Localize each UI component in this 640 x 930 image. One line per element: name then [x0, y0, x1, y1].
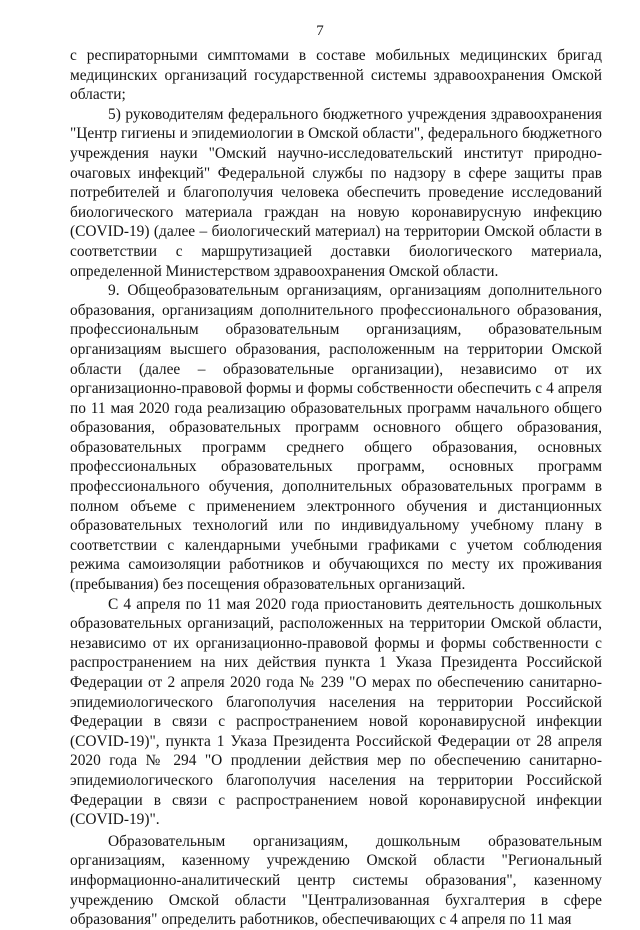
paragraph-continuation: с респираторными симптомами в составе мобильных медицинских бригад медицинских организаций государственной системы здравоохранения Омской области; — [70, 47, 602, 104]
paragraph-staff-assignment: Образовательным организациям, дошкольным образовательным организациям, казенному учреждению Омской области "Региональный информационно-аналитический центр системы образования", казенному учреждению Омской области "Централизованная бухгалтерия в сфере образования" определить работников, обеспечивающих с 4 апреля по 11 мая — [70, 832, 602, 929]
page-number: 7 — [316, 23, 324, 39]
paragraph-item-5: 5) руководителям федерального бюджетного учреждения здравоохранения "Центр гигиены и эпидемиологии в Омской области", федерального бюджетного учреждения науки "Омский научно-исследовательский институт природно-очаговых инфекций" Федеральной службы по надзору в сфере защиты прав потребителей и благополучия человека обеспечить проведение исследований биологического материала граждан на новую коронавирусную инфекцию (COVID-19) (далее – биологический материал) на территории Омской области в соответствии с маршрутизацией доставки биологического материала, определенной Министерством здравоохранения Омской области. — [70, 105, 602, 280]
paragraph-point-9: 9. Общеобразовательным организациям, организациям дополнительного образования, организациям дополнительного профессионального образования, профессиональным образовательным организациям, образовательным организациям высшего образования, расположенным на территории Омской области (далее – образовательные организации), независимо от их организационно-правовой формы и формы собственности обеспечить с 4 апреля по 11 мая 2020 года реализацию образовательных программ начального общего образования, образовательных программ основного общего образования, образовательных программ среднего общего образования, основных профессиональных образовательных программ, основных программ профессионального обучения, дополнительных образовательных программ в полном объеме с применением электронного обучения и дистанционных образовательных технологий или по индивидуальному учебному плану в соответствии с календарными учебными графиками с учетом соблюдения режима самоизоляции работников и обучающихся по месту их проживания (пребывания) без посещения образовательных организаций. — [70, 282, 602, 594]
document-body — [70, 46, 602, 930]
paragraph-preschool-suspension: С 4 апреля по 11 мая 2020 года приостановить деятельность дошкольных образовательных организаций, расположенных на территории Омской области, независимо от их организационно-правовой формы и формы собственности с распространением на них действия пункта 1 Указа Президента Российской Федерации от 2 апреля 2020 года № 239 "О мерах по обеспечению санитарно-эпидемиологического благополучия населения на территории Российской Федерации в связи с распространением новой коронавирусной инфекции (COVID-19)", пункта 1 Указа Президента Российской Федерации от 28 апреля 2020 года № 294 "О продлении действия мер по обеспечению санитарно-эпидемиологического благополучия населения на территории Российской Федерации в связи с распространением новой коронавирусной инфекции (COVID-19)". — [70, 595, 602, 829]
